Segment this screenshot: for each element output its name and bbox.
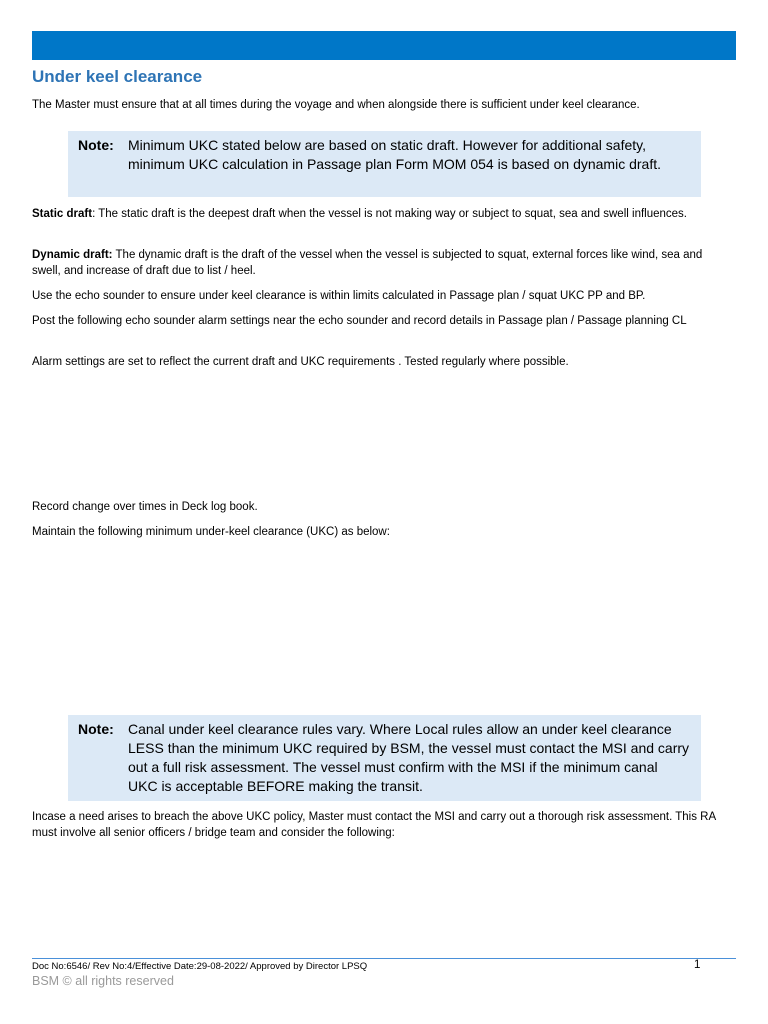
header-bar	[32, 31, 736, 60]
footer-page-number: 1	[694, 959, 701, 971]
static-draft-paragraph	[32, 206, 732, 222]
record-paragraph: Record change over times in Deck log book.	[32, 501, 258, 513]
dynamic-draft-paragraph	[32, 247, 732, 279]
alarm-post-paragraph: Post the following echo sounder alarm settings near the echo sounder and record details in Passage plan / Passage planning CL	[32, 315, 687, 327]
footer-doc-info: Doc No:6546/ Rev No:4/Effective Date:29-08-2022/ Approved by Director LPSQ	[32, 961, 368, 972]
footer-copyright: BSM © all rights reserved	[32, 974, 174, 988]
note-box-static-draft	[68, 131, 701, 197]
static-draft-text: : The static draft is the deepest draft when the vessel is not making way or subject to squat, sea and swell influences.	[92, 208, 687, 220]
footer-divider	[32, 958, 736, 959]
note-text: Canal under keel clearance rules vary. Where Local rules allow an under keel clearance LESS than the minimum UKC required by BSM, the vessel must contact the MSI and carry out a full risk assessment. The vessel must confirm with the MSI if the minimum canal UKC is acceptable BEFORE making the transit.	[128, 721, 690, 794]
breach-policy-paragraph: Incase a need arises to breach the above UKC policy, Master must contact the MSI and carry out a thorough risk assessment. This RA must involve all senior officers / bridge team and consider the following:	[32, 811, 716, 839]
note-text: Minimum UKC stated below are based on static draft. However for additional safety, minimum UKC calculation in Passage plan Form MOM 054 is based on dynamic draft.	[128, 137, 661, 172]
intro-paragraph: The Master must ensure that at all times during the voyage and when alongside there is sufficient under keel clearance.	[32, 99, 640, 111]
dynamic-draft-text: The dynamic draft is the draft of the vessel when the vessel is subjected to squat, external forces like wind, sea and swell, and increase of draft due to list / heel.	[32, 249, 703, 277]
note-label: Note:	[78, 137, 114, 153]
note-label: Note:	[78, 721, 114, 737]
dynamic-draft-label: Dynamic draft:	[32, 249, 113, 261]
maintain-ukc-paragraph: Maintain the following minimum under-keel clearance (UKC) as below:	[32, 526, 390, 538]
section-title: Under keel clearance	[32, 67, 203, 86]
echo-sounder-paragraph: Use the echo sounder to ensure under keel clearance is within limits calculated in Passage plan / squat UKC PP and BP.	[32, 290, 646, 302]
static-draft-label: Static draft	[32, 208, 93, 220]
note-box-canal-ukc	[68, 715, 701, 801]
alarm-settings-paragraph: Alarm settings are set to reflect the current draft and UKC requirements . Tested regularly where possible.	[32, 356, 569, 368]
